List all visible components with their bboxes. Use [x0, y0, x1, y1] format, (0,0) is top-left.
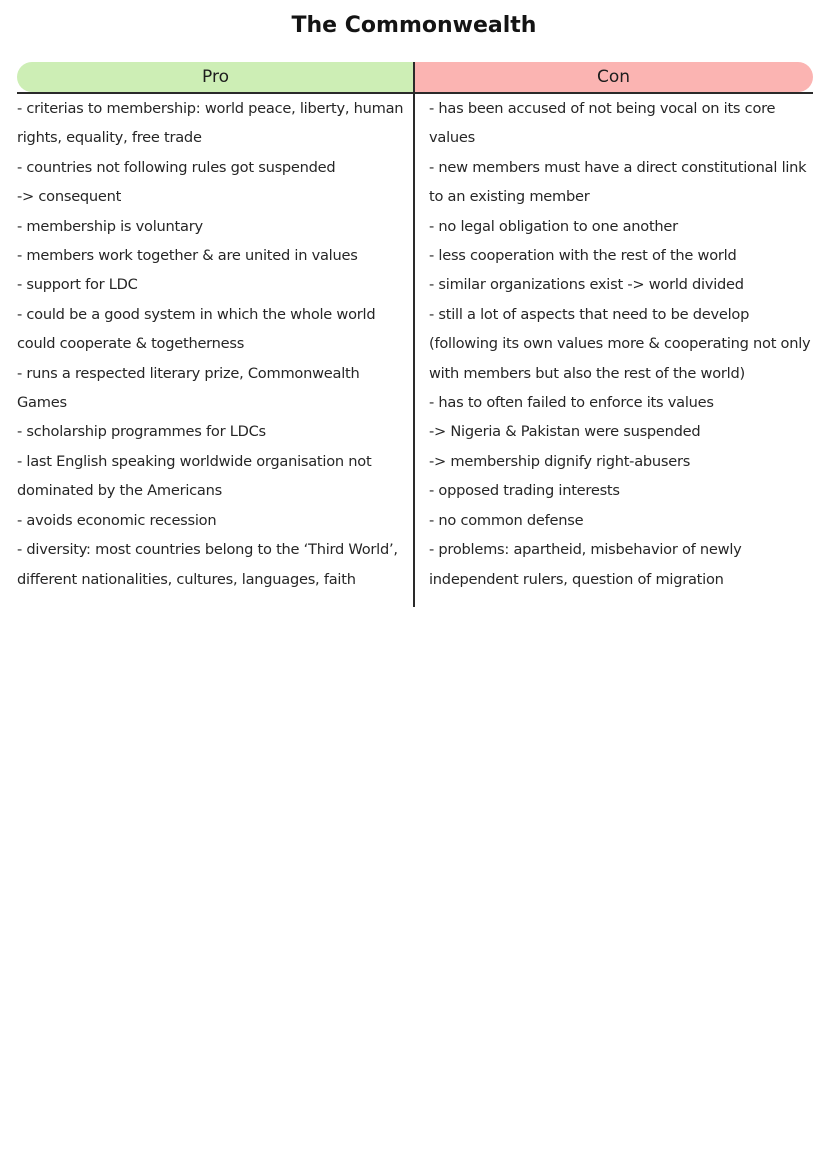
pro-item: - membership is voluntary	[17, 217, 203, 235]
con-item: - new members must have a direct constitutional link to an existing member	[429, 158, 807, 206]
con-item: - no legal obligation to one another	[429, 217, 678, 235]
con-item: - has to often failed to enforce its values	[429, 394, 714, 412]
pro-item: - support for LDC	[17, 276, 138, 294]
pro-item: - scholarship programmes for LDCs	[17, 423, 266, 441]
pro-item: -> consequent	[17, 188, 122, 206]
pro-item: - criterias to membership: world peace, liberty, human rights, equality, free trade	[17, 100, 404, 147]
con-item: - still a lot of aspects that need to be develop (following its own values more & cooperating not only with members but also the rest of the world)	[429, 305, 811, 382]
con-item: -> Nigeria & Pakistan were suspended	[429, 423, 701, 441]
con-column-header: Con	[414, 62, 813, 92]
pro-item: - members work together & are united in values	[17, 247, 358, 265]
pro-column-header: Pro	[17, 62, 414, 92]
con-item: - no common defense	[429, 511, 584, 529]
pro-list	[17, 94, 409, 594]
con-item: - problems: apartheid, misbehavior of newly independent rulers, question of migration	[429, 541, 742, 588]
con-item: - opposed trading interests	[429, 482, 620, 500]
pro-item: - countries not following rules got suspended	[17, 158, 336, 176]
con-item: - similar organizations exist -> world divided	[429, 276, 744, 294]
con-item: - less cooperation with the rest of the world	[429, 247, 737, 265]
column-divider	[413, 62, 415, 607]
con-item: - has been accused of not being vocal on its core values	[429, 100, 776, 147]
pro-item: - could be a good system in which the whole world could cooperate & togetherness	[17, 305, 376, 353]
pro-item: - avoids economic recession	[17, 511, 217, 529]
pro-item: - runs a respected literary prize, Commonwealth Games	[17, 364, 360, 412]
pro-item: - diversity: most countries belong to the ‘Third World’, different nationalities, cultures, languages, faith	[17, 541, 398, 588]
pro-item: - last English speaking worldwide organisation not dominated by the Americans	[17, 452, 372, 500]
page-title: The Commonwealth	[291, 13, 537, 38]
con-item: -> membership dignify right-abusers	[429, 452, 691, 470]
con-list	[429, 94, 813, 594]
